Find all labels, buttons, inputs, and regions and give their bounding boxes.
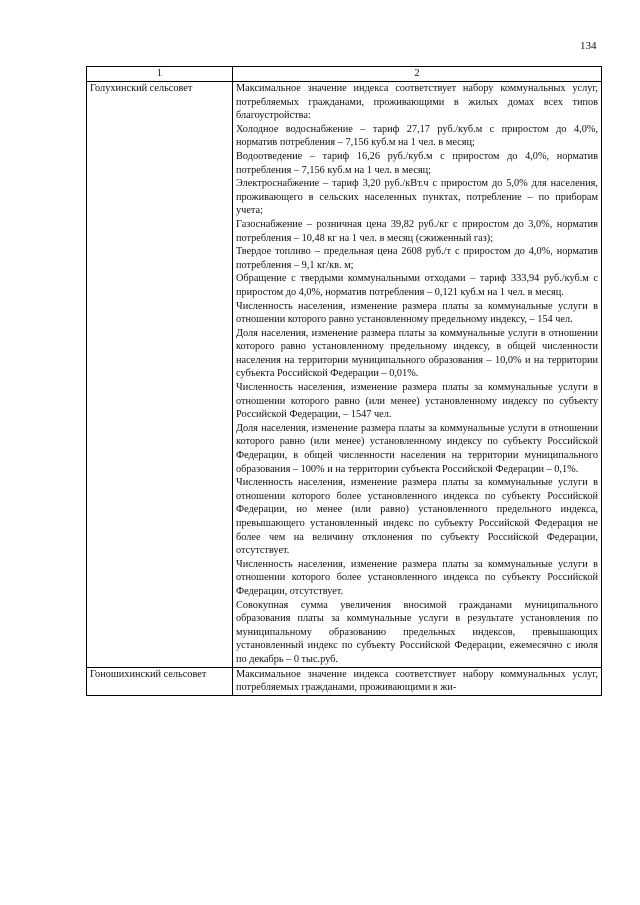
paragraph: Численность населения, изменение размера платы за коммунальные услуги в отношении которого более установленного индекса по субъекту Российской Федерации, но менее (или равно) установленного предельного индекса, превышающего установленный индекс по субъекту Российской Федерация не более чем на величину отклонения по субъекту Российской Федерации, отсутствует. [236,477,598,557]
paragraph: Численность населения, изменение размера платы за коммунальные услуги в отношении которого более установленного индекса по субъекту Российской Федерации, отсутствует. [236,558,598,597]
page-number: 134 [580,40,597,52]
table-row [87,82,602,668]
paragraph: Холодное водоснабжение – тариф 27,17 руб./куб.м с приростом до 4,0%, норматив потребления – 7,156 куб.м на 1 чел. в месяц; [236,123,598,149]
column-header-2: 2 [233,67,602,82]
table-header-row [87,67,602,82]
paragraph: Совокупная сумма увеличения вносимой гражданами муниципального образования платы за коммунальные услуги в результате установления по муниципальному образованию предельных индексов, превышающих установленный индекс по субъекту Российской Федерации, ежемесячно с июля по декабрь – 0 тыс.руб. [236,599,598,665]
paragraph: Численность населения, изменение размера платы за коммунальные услуги в отношении которого равно (или менее) установленному индексу по субъекту Российской Федерации, – 1547 чел. [236,382,598,421]
settlement-description [233,667,602,695]
indices-table [86,66,602,696]
paragraph: Максимальное значение индекса соответствует набору коммунальных услуг, потребляемых гражданами, проживающими в жилых домах всех типов благоустройства: [236,83,598,122]
paragraph: Газоснабжение – розничная цена 39,82 руб./кг с приростом до 3,0%, норматив потребления – 10,48 кг на 1 чел. в месяц (сжиженный газ); [236,218,598,244]
settlement-name: Гоношихинский сельсовет [87,667,233,695]
paragraph: Максимальное значение индекса соответствует набору коммунальных услуг, потребляемых гражданами, проживающими в жи- [236,668,598,694]
paragraph: Твердое топливо – предельная цена 2608 руб./т с приростом до 4,0%, норматив потребления – 9,1 кг/кв. м; [236,246,598,271]
column-header-1: 1 [87,67,233,82]
paragraph: Доля населения, изменение размера платы за коммунальные услуги в отношении которого равно установленному предельному индексу, в общей численности населения на территории муниципального образования – 10,0% и на территории субъекта Российской Федерации – 0,01%. [236,327,598,380]
paragraph: Электроснабжение – тариф 3,20 руб./кВт.ч с приростом до 5,0% для населения, проживающего в сельских населенных пунктах, потребление – по приборам учета; [236,178,598,217]
settlement-description [233,82,602,668]
paragraph: Численность населения, изменение размера платы за коммунальные услуги в отношении которого равно установленному предельному индексу, – 154 чел. [236,300,598,326]
paragraph: Доля населения, изменение размера платы за коммунальные услуги в отношении которого равно (или менее) установленному индексу по субъекту Российской Федерации, в общей численности населения на территории муниципального образования – 100% и на территории субъекта Российской Федерации – 0,1%. [236,422,598,475]
paragraph: Водоотведение – тариф 16,26 руб./куб.м с приростом до 4,0%, норматив потребления – 7,156 куб.м на 1 чел. в месяц; [236,150,598,176]
table-row [87,667,602,695]
paragraph: Обращение с твердыми коммунальными отходами – тариф 333,94 руб./куб.м с приростом до 4,0%, норматив потребления – 0,121 куб.м на 1 чел. в месяц. [236,273,598,298]
settlement-name: Голухинский сельсовет [87,82,233,668]
